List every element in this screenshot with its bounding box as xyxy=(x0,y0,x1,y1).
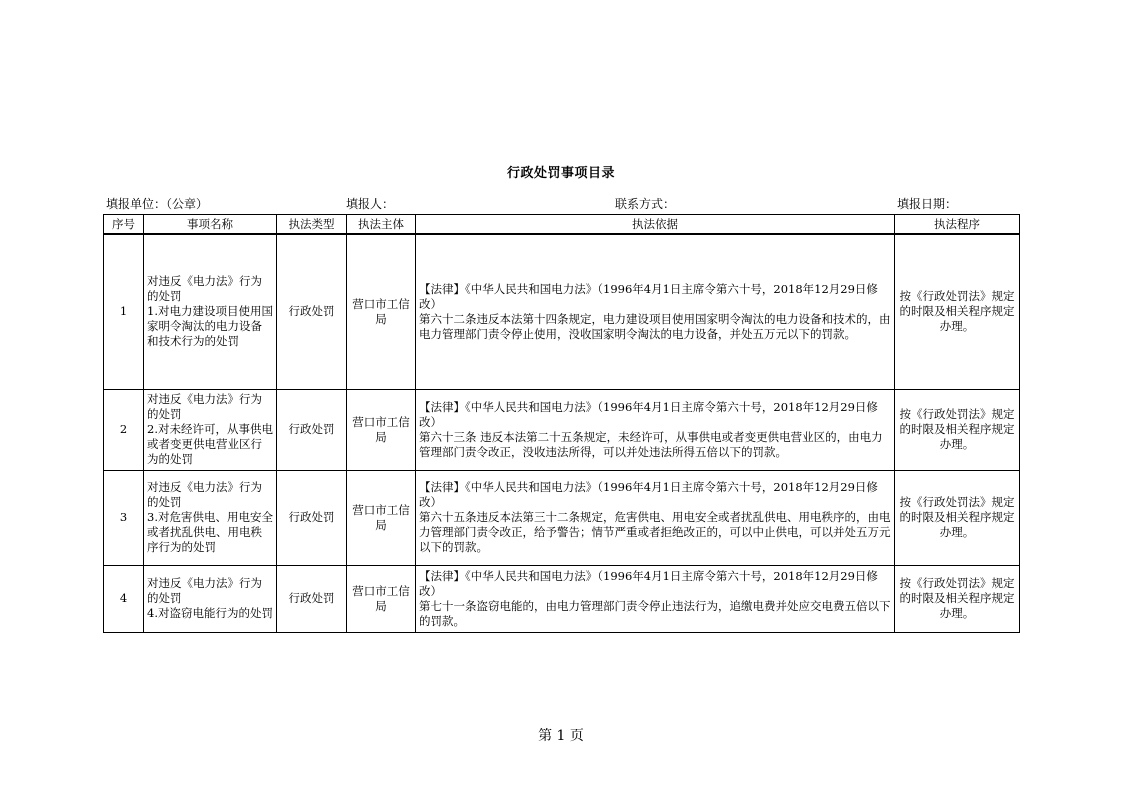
row-no: 3 xyxy=(104,470,144,565)
row-no: 1 xyxy=(104,234,144,389)
row-type: 行政处罚 xyxy=(277,470,347,565)
row-type: 行政处罚 xyxy=(277,234,347,389)
row-subject: 营口市工信局 xyxy=(347,234,416,389)
fill-date-label: 填报日期： xyxy=(897,197,958,211)
header-legal-basis: 执法依据 xyxy=(416,215,895,235)
row-no: 4 xyxy=(104,565,144,632)
row-procedure: 按《行政处罚法》规定的时限及相关程序规定办理。 xyxy=(895,565,1020,632)
header-enforcement-type: 执法类型 xyxy=(277,215,347,235)
penalty-catalog-table xyxy=(103,214,1020,633)
row-type: 行政处罚 xyxy=(277,389,347,470)
table-row xyxy=(104,470,1020,565)
row-procedure: 按《行政处罚法》规定的时限及相关程序规定办理。 xyxy=(895,234,1020,389)
table-header-row xyxy=(104,215,1020,235)
row-basis: 【法律】《中华人民共和国电力法》（1996年4月1日主席令第六十号，2018年12月29日修改） 第六十二条违反本法第十四条规定，电力建设项目使用国家明令淘汰的电力设备和技术的，由电力管理部门责令停止使用，没收国家明令淘汰的电力设备，并处五万元以下的罚款。 xyxy=(416,234,895,389)
table-row xyxy=(104,565,1020,632)
row-basis: 【法律】《中华人民共和国电力法》（1996年4月1日主席令第六十号，2018年12月29日修改） 第七十一条盗窃电能的，由电力管理部门责令停止违法行为，追缴电费并处应交电费五倍以下的罚款。 xyxy=(416,565,895,632)
row-item-name: 对违反《电力法》行为的处罚 4.对盗窃电能行为的处罚 xyxy=(144,565,277,632)
row-no: 2 xyxy=(104,389,144,470)
row-basis: 【法律】《中华人民共和国电力法》（1996年4月1日主席令第六十号，2018年12月29日修改） 第六十五条违反本法第三十二条规定，危害供电、用电安全或者扰乱供电、用电秩序的，由电力管理部门责令改正，给予警告；情节严重或者拒绝改正的，可以中止供电，可以并处五万元以下的罚款。 xyxy=(416,470,895,565)
contact-label: 联系方式： xyxy=(615,197,676,211)
row-type: 行政处罚 xyxy=(277,565,347,632)
row-procedure: 按《行政处罚法》规定的时限及相关程序规定办理。 xyxy=(895,389,1020,470)
row-basis: 【法律】《中华人民共和国电力法》（1996年4月1日主席令第六十号，2018年12月29日修改） 第六十三条 违反本法第二十五条规定，未经许可，从事供电或者变更供电营业区的，由电力管理部门责令改正，没收违法所得，可以并处违法所得五倍以下的罚款。 xyxy=(416,389,895,470)
row-subject: 营口市工信局 xyxy=(347,565,416,632)
document-title: 行政处罚事项目录 xyxy=(506,166,615,181)
header-procedure: 执法程序 xyxy=(895,215,1020,235)
row-item-name: 对违反《电力法》行为的处罚 3.对危害供电、用电安全或者扰乱供电、用电秩序行为的处罚 xyxy=(144,470,277,565)
table-row xyxy=(104,389,1020,470)
page-number: 第 1 页 xyxy=(538,728,584,744)
table-row xyxy=(104,234,1020,389)
header-no: 序号 xyxy=(104,215,144,235)
fill-unit-label: 填报单位：（公章） xyxy=(106,197,209,211)
row-subject: 营口市工信局 xyxy=(347,389,416,470)
header-enforcement-subject: 执法主体 xyxy=(347,215,416,235)
row-item-name: 对违反《电力法》行为的处罚 1.对电力建设项目使用国家明令淘汰的电力设备和技术行为的处罚 xyxy=(144,234,277,389)
row-item-name: 对违反《电力法》行为的处罚 2.对未经许可，从事供电或者变更供电营业区行为的处罚 xyxy=(144,389,277,470)
filler-label: 填报人： xyxy=(346,197,395,211)
header-item-name: 事项名称 xyxy=(144,215,277,235)
row-procedure: 按《行政处罚法》规定的时限及相关程序规定办理。 xyxy=(895,470,1020,565)
row-subject: 营口市工信局 xyxy=(347,470,416,565)
